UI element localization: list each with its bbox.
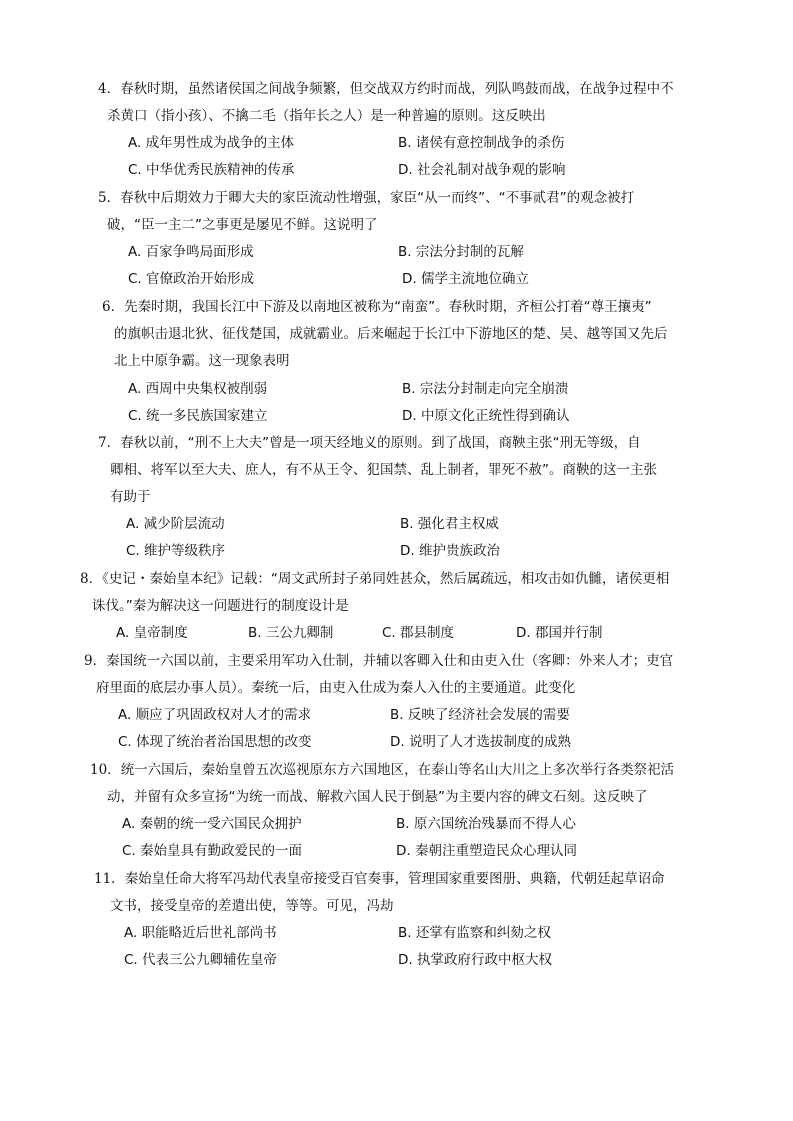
question-text-line: 春秋时期，虽然诸侯国之间战争频繁，但交战双方约时而战，列队鸣鼓而战，在战争过程中不	[120, 81, 674, 97]
option-c[interactable]: C. 统一多民族国家建立	[128, 408, 268, 424]
question-number: 6．	[102, 299, 125, 315]
question-text-line: 有助于	[110, 489, 151, 505]
option-a[interactable]: A. 职能略近后世礼部尚书	[124, 925, 277, 941]
option-d[interactable]: D. 社会礼制对战争观的影响	[398, 162, 566, 178]
option-b[interactable]: B. 还掌有监察和纠劾之权	[398, 925, 551, 941]
question-number: 7．	[98, 435, 121, 451]
option-d[interactable]: D. 儒学主流地位确立	[402, 271, 529, 287]
question-number: 5．	[98, 190, 121, 206]
option-a[interactable]: A. 减少阶层流动	[126, 516, 225, 532]
question-text-line: 破，“臣一主二”之事更是屡见不鲜。这说明了	[107, 217, 378, 233]
question-text-line: 统一六国后，秦始皇曾五次巡视原东方六国地区，在泰山等名山大川之上多次举行各类祭祀活	[120, 762, 675, 778]
option-c[interactable]: C. 郡县制度	[382, 625, 455, 641]
option-a[interactable]: A. 顺应了巩固政权对人才的需求	[118, 707, 312, 723]
question-text-line: 春秋以前，“刑不上大夫”曾是一项天经地义的原则。到了战国，商鞅主张“刑无等级，自	[120, 435, 641, 451]
question-text-line: 杀黄口（指小孩）、不擒二毛（指年长之人）是一种普遍的原则。这反映出	[107, 108, 546, 124]
option-a[interactable]: A. 成年男性成为战争的主体	[128, 135, 295, 151]
option-c[interactable]: C. 体现了统治者治国思想的改变	[118, 734, 312, 750]
option-b[interactable]: B. 宗法分封制走向完全崩溃	[402, 381, 569, 397]
question-number: 8．	[80, 571, 103, 587]
option-a[interactable]: A. 西周中央集权被削弱	[128, 381, 268, 397]
option-d[interactable]: D. 说明了人才选拔制度的成熟	[390, 734, 571, 750]
question-text-line: 《史记・秦始皇本纪》记载：“周文武所封子弟同姓甚众，然后属疏远，相攻击如仇雠，诸侯更相	[102, 571, 670, 587]
option-c[interactable]: C. 秦始皇具有勤政爱民的一面	[122, 843, 303, 859]
option-b[interactable]: B. 三公九卿制	[248, 625, 334, 641]
option-c[interactable]: C. 维护等级秩序	[126, 543, 226, 559]
question-text-line: 秦国统一六国以前，主要采用军功入仕制，并辅以客卿入仕和由吏入仕（客卿：外来人才；吏官	[106, 653, 674, 669]
question-text-line: 诛伐。”秦为解决这一问题进行的制度设计是	[92, 598, 349, 614]
option-d[interactable]: D. 秦朝注重塑造民众心理认同	[396, 843, 577, 859]
option-b[interactable]: B. 强化君主权威	[400, 516, 499, 532]
question-number: 11．	[94, 871, 125, 887]
question-text-line: 动，并留有众多宣扬“为统一而战、解救六国人民于倒悬”为主要内容的碑文石刻。这反映了	[107, 789, 648, 805]
option-c[interactable]: C. 中华优秀民族精神的传承	[128, 162, 295, 178]
option-c[interactable]: C. 代表三公九卿辅佐皇帝	[124, 952, 278, 968]
option-d[interactable]: D. 中原文化正统性得到确认	[402, 408, 570, 424]
question-text-line: 秦始皇任命大将军冯劫代表皇帝接受百官奏事，管理国家重要图册、典籍，代朝廷起草诏命	[124, 871, 665, 887]
question-text-line: 的旗帜击退北狄、征伐楚国，成就霸业。后来崛起于长江中下游地区的楚、吴、越等国又先后	[114, 326, 668, 342]
option-b[interactable]: B. 宗法分封制的瓦解	[398, 244, 524, 260]
option-a[interactable]: A. 秦朝的统一受六国民众拥护	[122, 816, 302, 832]
option-a[interactable]: A. 百家争鸣局面形成	[128, 244, 254, 260]
option-a[interactable]: A. 皇帝制度	[116, 625, 188, 641]
option-c[interactable]: C. 官僚政治开始形成	[128, 271, 255, 287]
option-d[interactable]: D. 维护贵族政治	[400, 543, 500, 559]
question-text-line: 北上中原争霸。这一现象表明	[114, 353, 290, 369]
question-number: 4．	[98, 81, 121, 97]
option-b[interactable]: B. 反映了经济社会发展的需要	[390, 707, 570, 723]
question-text-line: 文书，接受皇帝的差遣出使，等等。可见，冯劫	[110, 898, 394, 914]
question-number: 10．	[90, 762, 121, 778]
option-b[interactable]: B. 原六国统治残暴而不得人心	[396, 816, 576, 832]
question-number: 9．	[84, 653, 107, 669]
question-text-line: 先秦时期，我国长江中下游及以南地区被称为“南蛮”。春秋时期，齐桓公打着“尊王攘夷”	[124, 299, 652, 315]
option-d[interactable]: D. 执掌政府行政中枢大权	[398, 952, 552, 968]
question-text-line: 府里面的底层办事人员）。秦统一后，由吏入仕成为秦人入仕的主要通道。此变化	[96, 680, 576, 696]
option-d[interactable]: D. 郡国并行制	[516, 625, 603, 641]
question-text-line: 春秋中后期效力于卿大夫的家臣流动性增强，家臣“从一而终”、“不事贰君”的观念被打	[120, 190, 635, 206]
question-text-line: 卿相、将军以至大夫、庶人，有不从王令、犯国禁、乱上制者，罪死不赦”。商鞅的这一主张	[110, 462, 657, 478]
option-b[interactable]: B. 诸侯有意控制战争的杀伤	[398, 135, 565, 151]
